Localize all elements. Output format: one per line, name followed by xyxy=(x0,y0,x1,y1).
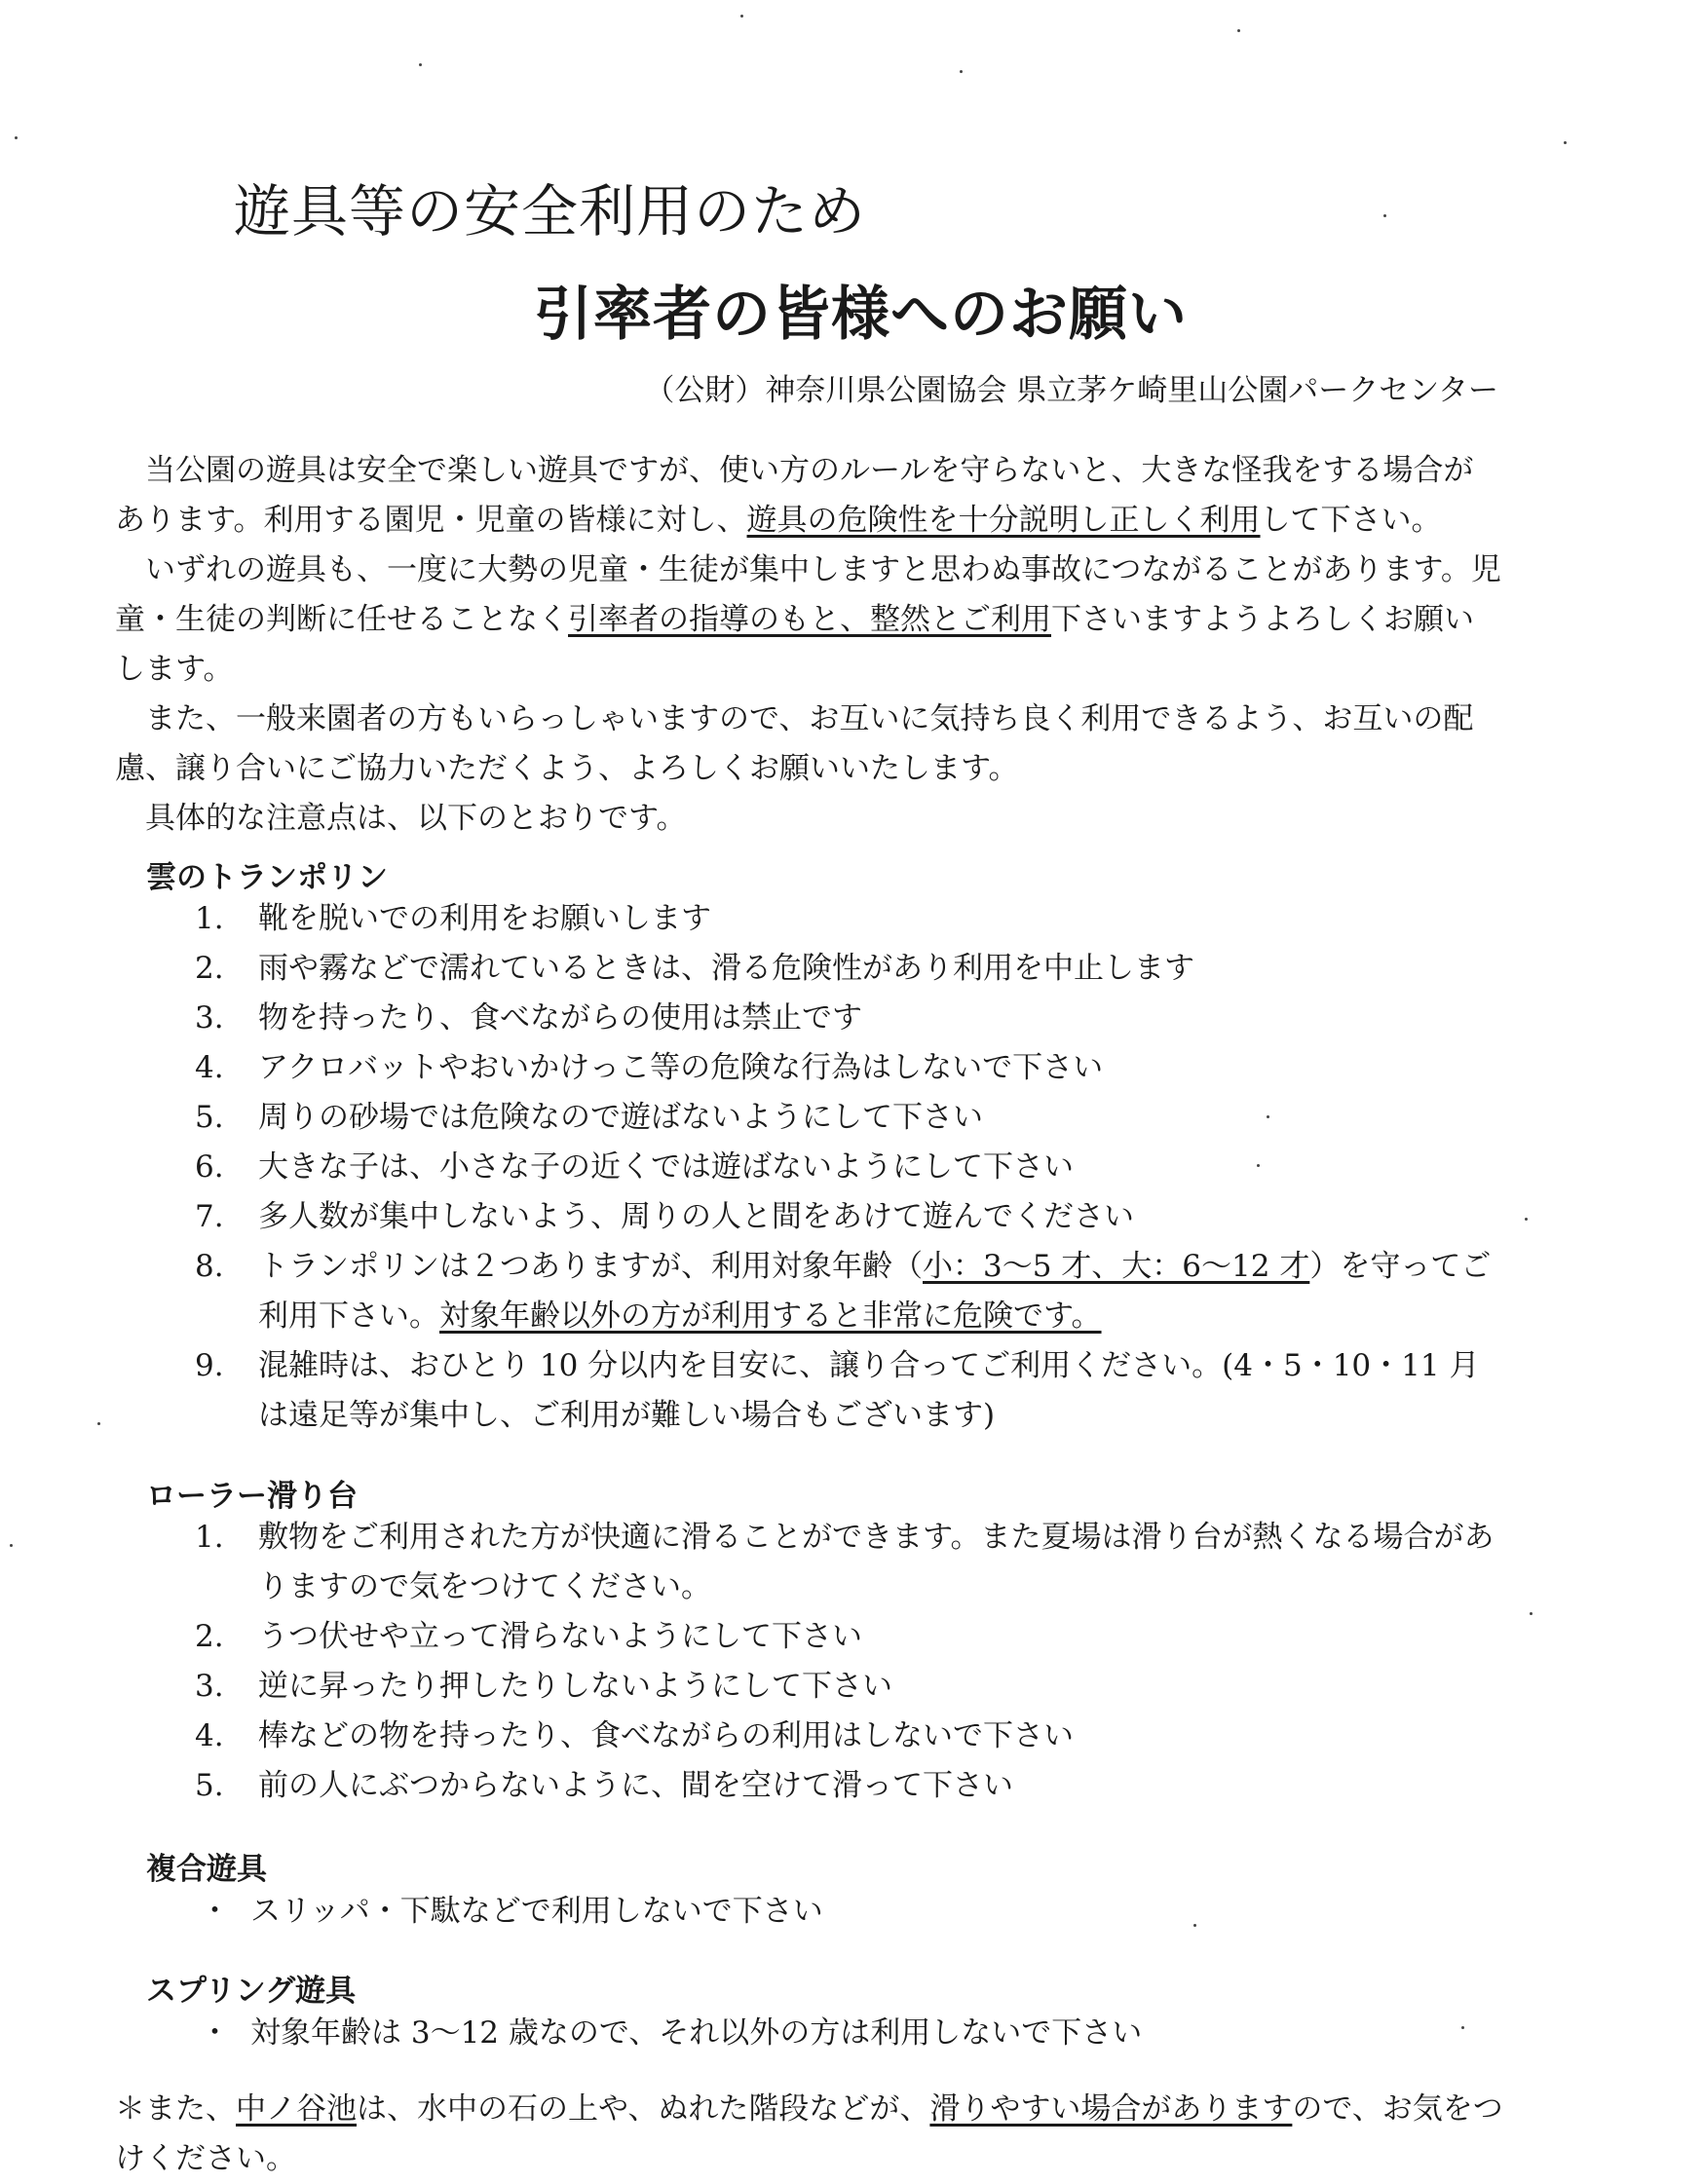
trampoline-rules-list xyxy=(195,894,1505,1441)
note-text-c: ので、お気をつけください。 xyxy=(115,2091,1503,2176)
item-text: 棒などの物を持ったり、食べながらの利用はしないで下さい xyxy=(258,1718,1074,1753)
scan-speck xyxy=(97,1422,100,1425)
item-number: 5. xyxy=(195,1768,224,1803)
item-number: 3. xyxy=(195,1000,224,1036)
scan-speck xyxy=(1530,1612,1533,1615)
item-text: 雨や霧などで濡れているときは、滑る危険性があり利用を中止します xyxy=(258,951,1194,986)
scan-speck xyxy=(740,15,743,18)
intro-p2-underlined: 引率者の指導のもと、整然とご利用 xyxy=(568,602,1051,637)
rule-text: 対象年齢は 3～12 歳なので、それ以外の方は利用しないで下さい xyxy=(250,2015,1143,2051)
scan-speck xyxy=(10,1544,13,1547)
item-number: 1. xyxy=(195,1520,224,1555)
list-item xyxy=(195,1242,1505,1341)
roller-slide-rules-list xyxy=(195,1513,1505,1811)
scan-speck xyxy=(15,136,18,139)
scan-speck xyxy=(1267,1115,1269,1118)
item-text: 混雑時は、おひとり 10 分以内を目安に、譲り合ってご利用ください。(4・5・10・11 月は遠足等が集中し、ご利用が難しい場合もございます) xyxy=(258,1348,1480,1433)
item-number: 9. xyxy=(195,1348,224,1383)
scan-speck xyxy=(1237,29,1240,32)
list-item xyxy=(195,994,1505,1043)
intro-paragraph-2 xyxy=(115,546,1503,695)
section-heading-trampoline: 雲のトランポリン xyxy=(146,860,388,895)
bullet: ・ xyxy=(200,1894,230,1929)
item-text: 敷物をご利用された方が快適に滑ることができます。また夏場は滑り台が熱くなる場合がありますので気をつけてください。 xyxy=(258,1520,1495,1604)
item-number: 2. xyxy=(195,1619,224,1654)
list-item xyxy=(195,1612,1505,1662)
rule-text: スリッパ・下駄などで利用しないで下さい xyxy=(250,1894,823,1929)
scan-speck xyxy=(960,70,963,73)
section-heading-roller-slide: ローラー滑り台 xyxy=(146,1479,358,1514)
title-line-2: 引率者の皆様へのお願い xyxy=(534,281,1188,349)
item-text: 前の人にぶつからないように、間を空けて滑って下さい xyxy=(258,1768,1013,1803)
title-line-1: 遊具等の安全利用のため xyxy=(234,178,867,245)
bullet: ・ xyxy=(200,2015,230,2051)
scan-speck xyxy=(1257,1164,1260,1167)
item-text: 多人数が集中しないよう、周りの人と間をあけて遊んでください xyxy=(258,1199,1134,1234)
list-item xyxy=(195,1341,1505,1441)
note-pond-name: 中ノ谷池 xyxy=(236,2091,357,2127)
item-text: うつ伏せや立って滑らないようにして下さい xyxy=(258,1619,862,1654)
item-text: 周りの砂場では危険なので遊ばないようにして下さい xyxy=(258,1100,983,1135)
item-number: 3. xyxy=(195,1669,224,1704)
list-item xyxy=(195,944,1505,994)
item8-warning: 対象年齢以外の方が利用すると非常に危険です。 xyxy=(439,1299,1102,1334)
item-number: 6. xyxy=(195,1149,224,1185)
organization-name: （公財）神奈川県公園協会 県立茅ケ崎里山公園パークセンター xyxy=(644,373,1498,408)
list-item xyxy=(195,1662,1505,1712)
item-number: 1. xyxy=(195,901,224,936)
list-item xyxy=(195,894,1505,944)
intro-p1-text-a: 当公園の遊具は安全で楽しい遊具ですが、使い方のルールを守らないと、大きな怪我をする場合があります。利用する園児・児童の皆様に対し、 xyxy=(115,453,1474,538)
list-item xyxy=(195,1093,1505,1143)
intro-paragraph-4: 具体的な注意点は、以下のとおりです。 xyxy=(145,801,687,836)
scan-speck xyxy=(1383,214,1386,217)
intro-p1-text-b: して下さい。 xyxy=(1260,503,1442,538)
item-number: 2. xyxy=(195,951,224,986)
item-number: 8. xyxy=(195,1249,224,1284)
item8-age-range: 小：3～5 才、大：6～12 才 xyxy=(923,1249,1310,1284)
list-item xyxy=(195,1513,1505,1612)
item8-text-a: トランポリンは２つありますが、利用対象年齢（ xyxy=(258,1249,923,1284)
note-text-a: ＊また、 xyxy=(115,2091,236,2127)
scan-speck xyxy=(1564,141,1567,144)
section-heading-complex-play: 複合遊具 xyxy=(146,1852,267,1887)
list-item xyxy=(195,1192,1505,1242)
intro-p1-underlined: 遊具の危険性を十分説明し正しく利用 xyxy=(746,503,1261,538)
intro-p2-text-a: いずれの遊具も、一度に大勢の児童・生徒が集中しますと思わぬ事故につながることがあります。児童・生徒の判断に任せることなく xyxy=(115,552,1501,637)
item8-text-b: ）を守ってご利用下さい。 xyxy=(258,1249,1492,1334)
intro-paragraphs xyxy=(115,446,1503,844)
section-heading-spring-play: スプリング遊具 xyxy=(146,1974,357,2009)
intro-paragraph-1 xyxy=(115,446,1503,546)
list-item xyxy=(195,1143,1505,1192)
scan-speck xyxy=(1525,1218,1528,1221)
item-text: アクロバットやおいかけっこ等の危険な行為はしないで下さい xyxy=(258,1050,1104,1085)
list-item xyxy=(195,1761,1505,1811)
item-text: 物を持ったり、食べながらの使用は禁止です xyxy=(258,1000,862,1036)
intro-paragraph-3: また、一般来園者の方もいらっしゃいますので、お互いに気持ち良く利用できるよう、お互いの配慮、譲り合いにご協力いただくよう、よろしくお願いいたします。 xyxy=(115,701,1474,786)
item-number: 4. xyxy=(195,1718,224,1753)
scan-speck xyxy=(1193,1924,1196,1927)
footnote xyxy=(115,2085,1508,2184)
list-item xyxy=(195,1712,1505,1761)
list-item xyxy=(195,1043,1505,1093)
item-text: 大きな子は、小さな子の近くでは遊ばないようにして下さい xyxy=(258,1149,1074,1185)
scan-speck xyxy=(419,63,422,66)
complex-play-rule xyxy=(200,1887,823,1937)
item-text: 逆に昇ったり押したりしないようにして下さい xyxy=(258,1669,892,1704)
item-text xyxy=(258,1242,1505,1341)
note-warning: 滑りやすい場合があります xyxy=(929,2091,1293,2127)
spring-play-rule xyxy=(200,2009,1142,2058)
item-number: 5. xyxy=(195,1100,224,1135)
note-text-b: は、水中の石の上や、ぬれた階段などが、 xyxy=(357,2091,930,2127)
item-text: 靴を脱いでの利用をお願いします xyxy=(258,901,711,936)
item-number: 7. xyxy=(195,1199,224,1234)
item-number: 4. xyxy=(195,1050,224,1085)
intro-p2-text-b: 下さいますようよろしくお願いします。 xyxy=(115,602,1474,687)
scan-speck xyxy=(1461,2026,1464,2029)
